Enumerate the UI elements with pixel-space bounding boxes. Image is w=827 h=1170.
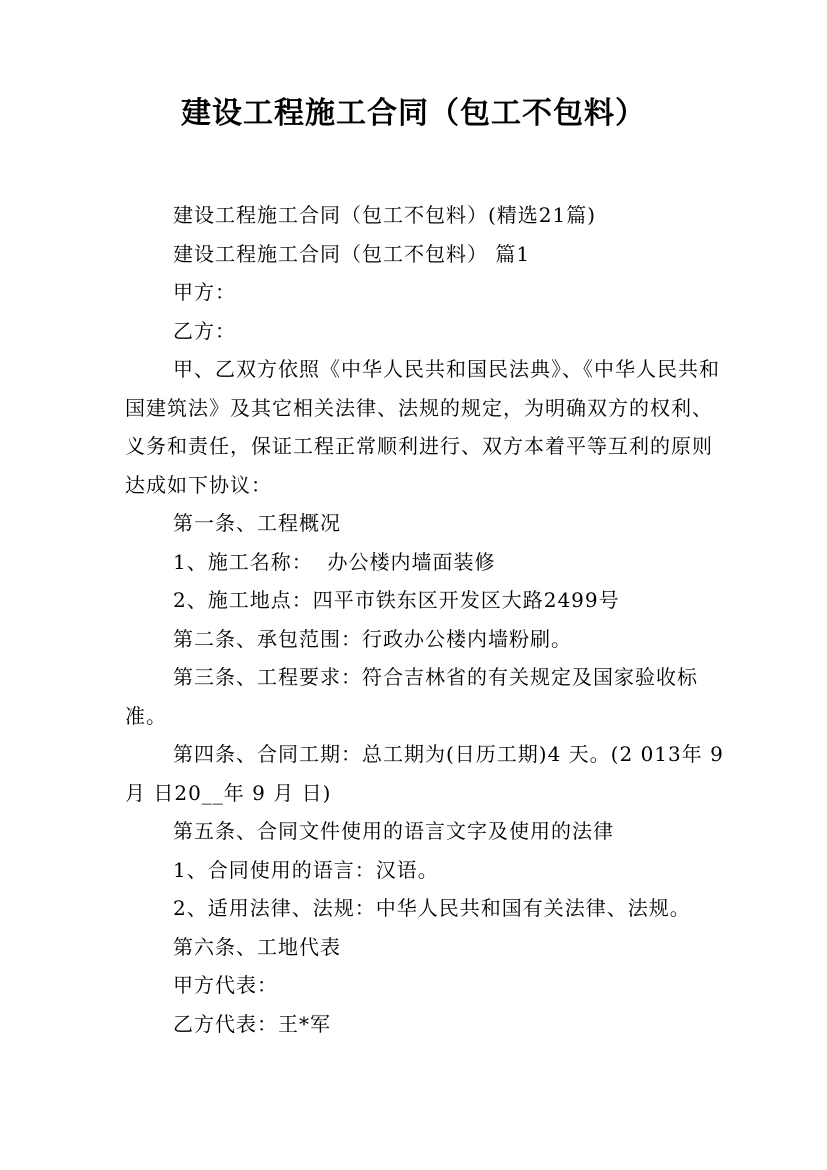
paragraph-party-b-rep: 乙方代表：王*军 bbox=[173, 1011, 331, 1036]
paragraph-party-b: 乙方： bbox=[173, 318, 236, 343]
document-title: 建设工程施工合同（包工不包料） bbox=[181, 96, 646, 131]
paragraph-party-a-rep: 甲方代表： bbox=[173, 973, 278, 997]
paragraph-party-a: 甲方： bbox=[173, 280, 236, 304]
paragraph-language: 1、合同使用的语言：汉语。 bbox=[173, 857, 439, 882]
paragraph-clause-1: 第一条、工程概况 bbox=[173, 511, 341, 535]
paragraph-clause-5: 第五条、合同文件使用的语言文字及使用的法律 bbox=[173, 819, 614, 843]
paragraph-clause-3: 第三条、工程要求：符合吉林省的有关规定及国家验收标准。 bbox=[125, 665, 698, 728]
paragraph-project-name: 1、施工名称： 办公楼内墙面装修 bbox=[173, 549, 496, 574]
paragraph-clause-2: 第二条、承包范围：行政办公楼内墙粉刷。 bbox=[173, 626, 572, 651]
paragraph-collection-title: 建设工程施工合同（包工不包料）(精选21篇) bbox=[173, 203, 597, 227]
paragraph-clause-6: 第六条、工地代表 bbox=[173, 934, 341, 959]
document-body bbox=[125, 196, 725, 1043]
paragraph-project-location: 2、施工地点：四平市铁东区开发区大路2499号 bbox=[173, 588, 620, 612]
paragraph-clause-4: 第四条、合同工期：总工期为(日历工期)4 天。(2 013年 9月 日20__年 9 月 日) bbox=[125, 742, 724, 805]
paragraph-article-heading: 建设工程施工合同（包工不包料） 篇1 bbox=[173, 241, 531, 266]
paragraph-applicable-law: 2、适用法律、法规：中华人民共和国有关法律、法规。 bbox=[173, 896, 691, 920]
paragraph-preamble: 甲、乙双方依照《中华人民共和国民法典》、《中华人民共和国建筑法》及其它相关法律、法规的规定，为明确双方的权利、义务和责任，保证工程正常顺利进行、双方本着平等互利的原则达成如下协议： bbox=[125, 357, 720, 497]
